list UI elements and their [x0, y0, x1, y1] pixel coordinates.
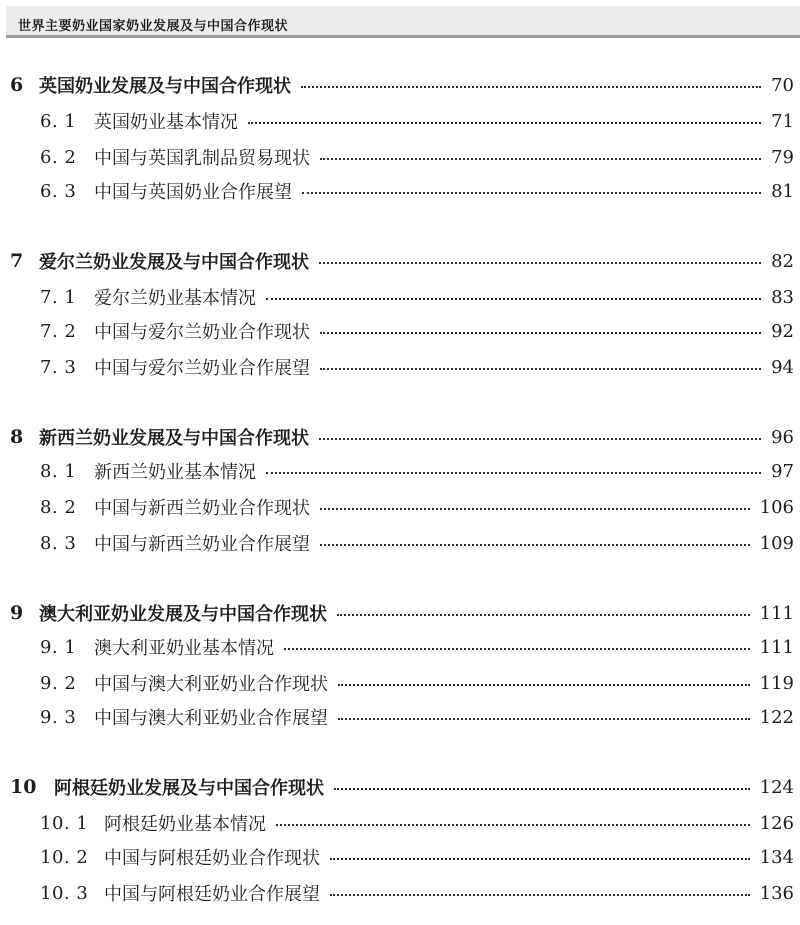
section-title: 中国与爱尔兰奶业合作展望	[94, 358, 310, 379]
chapter-number: 9	[10, 602, 24, 624]
chapter-title: 澳大利亚奶业发展及与中国合作现状	[39, 604, 327, 625]
chapter-title: 新西兰奶业发展及与中国合作现状	[39, 428, 309, 449]
chapter-number: 7	[10, 250, 24, 272]
section-number: 7. 2	[40, 320, 77, 342]
dot-leader	[338, 718, 750, 720]
section-title: 澳大利亚奶业基本情况	[94, 638, 274, 659]
toc-section-8-3[interactable]	[0, 526, 800, 560]
section-title: 阿根廷奶业基本情况	[104, 814, 266, 835]
chapter-title: 阿根廷奶业发展及与中国合作现状	[54, 778, 324, 799]
page-number: 136	[759, 882, 794, 904]
page-number: 83	[771, 286, 794, 308]
section-title: 爱尔兰奶业基本情况	[94, 288, 256, 309]
toc-chapter-6[interactable]	[0, 68, 800, 102]
chapter-number: 8	[10, 426, 24, 448]
toc-section-10-3[interactable]	[0, 876, 800, 910]
section-number: 9. 2	[40, 672, 77, 694]
running-header-title: 世界主要奶业国家奶业发展及与中国合作现状	[18, 19, 289, 34]
section-number: 8. 3	[40, 532, 77, 554]
toc-section-8-1[interactable]	[0, 454, 800, 488]
dot-leader	[248, 122, 761, 124]
dot-leader	[320, 158, 761, 160]
section-title: 中国与新西兰奶业合作展望	[94, 534, 310, 555]
page-number: 71	[771, 110, 794, 132]
toc-section-6-3[interactable]	[0, 174, 800, 208]
page-number: 70	[771, 74, 794, 96]
section-title: 中国与英国奶业合作展望	[94, 182, 292, 203]
dot-leader	[319, 262, 761, 264]
toc-section-7-2[interactable]	[0, 314, 800, 348]
toc-section-9-1[interactable]	[0, 630, 800, 664]
dot-leader	[301, 86, 761, 88]
section-number: 6. 3	[40, 180, 77, 202]
toc-chapter-7[interactable]	[0, 244, 800, 278]
page-number: 109	[759, 532, 794, 554]
toc-section-9-3[interactable]	[0, 700, 800, 734]
toc-section-7-3[interactable]	[0, 350, 800, 384]
page-number: 111	[759, 636, 794, 658]
toc-section-10-1[interactable]	[0, 806, 800, 840]
section-number: 9. 1	[40, 636, 77, 658]
page-number: 106	[759, 496, 794, 518]
section-title: 中国与阿根廷奶业合作现状	[104, 848, 320, 869]
page-number: 126	[759, 812, 794, 834]
toc-chapter-10[interactable]	[0, 770, 800, 804]
dot-leader	[320, 332, 761, 334]
section-title: 中国与爱尔兰奶业合作现状	[94, 322, 310, 343]
section-title: 新西兰奶业基本情况	[94, 462, 256, 483]
dot-leader	[330, 894, 750, 896]
chapter-number: 10	[10, 776, 37, 798]
dot-leader	[284, 648, 750, 650]
page-number: 97	[771, 460, 794, 482]
dot-leader	[319, 438, 761, 440]
dot-leader	[320, 544, 750, 546]
chapter-number: 6	[10, 74, 24, 96]
toc-section-7-1[interactable]	[0, 280, 800, 314]
dot-leader	[320, 368, 761, 370]
section-number: 10. 2	[40, 846, 89, 868]
section-number: 6. 1	[40, 110, 77, 132]
section-number: 6. 2	[40, 146, 77, 168]
page-number: 96	[771, 426, 794, 448]
page-number: 111	[759, 602, 794, 624]
section-number: 8. 1	[40, 460, 77, 482]
section-number: 7. 1	[40, 286, 77, 308]
section-title: 中国与阿根廷奶业合作展望	[104, 884, 320, 905]
chapter-title: 爱尔兰奶业发展及与中国合作现状	[39, 252, 309, 273]
section-title: 中国与英国乳制品贸易现状	[94, 148, 310, 169]
page-number: 122	[759, 706, 794, 728]
dot-leader	[320, 508, 750, 510]
page-number: 81	[771, 180, 794, 202]
toc-section-10-2[interactable]	[0, 840, 800, 874]
page-number: 82	[771, 250, 794, 272]
section-title: 英国奶业基本情况	[94, 112, 238, 133]
section-number: 8. 2	[40, 496, 77, 518]
toc-chapter-9[interactable]	[0, 596, 800, 630]
dot-leader	[266, 472, 761, 474]
section-number: 10. 3	[40, 882, 89, 904]
section-title: 中国与澳大利亚奶业合作现状	[94, 674, 328, 695]
page-number: 92	[771, 320, 794, 342]
section-title: 中国与新西兰奶业合作现状	[94, 498, 310, 519]
dot-leader	[338, 684, 750, 686]
page-number: 94	[771, 356, 794, 378]
toc-section-9-2[interactable]	[0, 666, 800, 700]
dot-leader	[334, 788, 750, 790]
page-number: 79	[771, 146, 794, 168]
page-number: 134	[759, 846, 794, 868]
section-number: 10. 1	[40, 812, 89, 834]
section-number: 7. 3	[40, 356, 77, 378]
section-number: 9. 3	[40, 706, 77, 728]
chapter-title: 英国奶业发展及与中国合作现状	[39, 76, 291, 97]
dot-leader	[266, 298, 761, 300]
dot-leader	[337, 614, 750, 616]
toc-section-6-1[interactable]	[0, 104, 800, 138]
dot-leader	[302, 192, 761, 194]
dot-leader	[330, 858, 750, 860]
page-number: 119	[759, 672, 794, 694]
toc-section-8-2[interactable]	[0, 490, 800, 524]
toc-section-6-2[interactable]	[0, 140, 800, 174]
section-title: 中国与澳大利亚奶业合作展望	[94, 708, 328, 729]
page-number: 124	[759, 776, 794, 798]
toc-chapter-8[interactable]	[0, 420, 800, 454]
dot-leader	[276, 824, 750, 826]
